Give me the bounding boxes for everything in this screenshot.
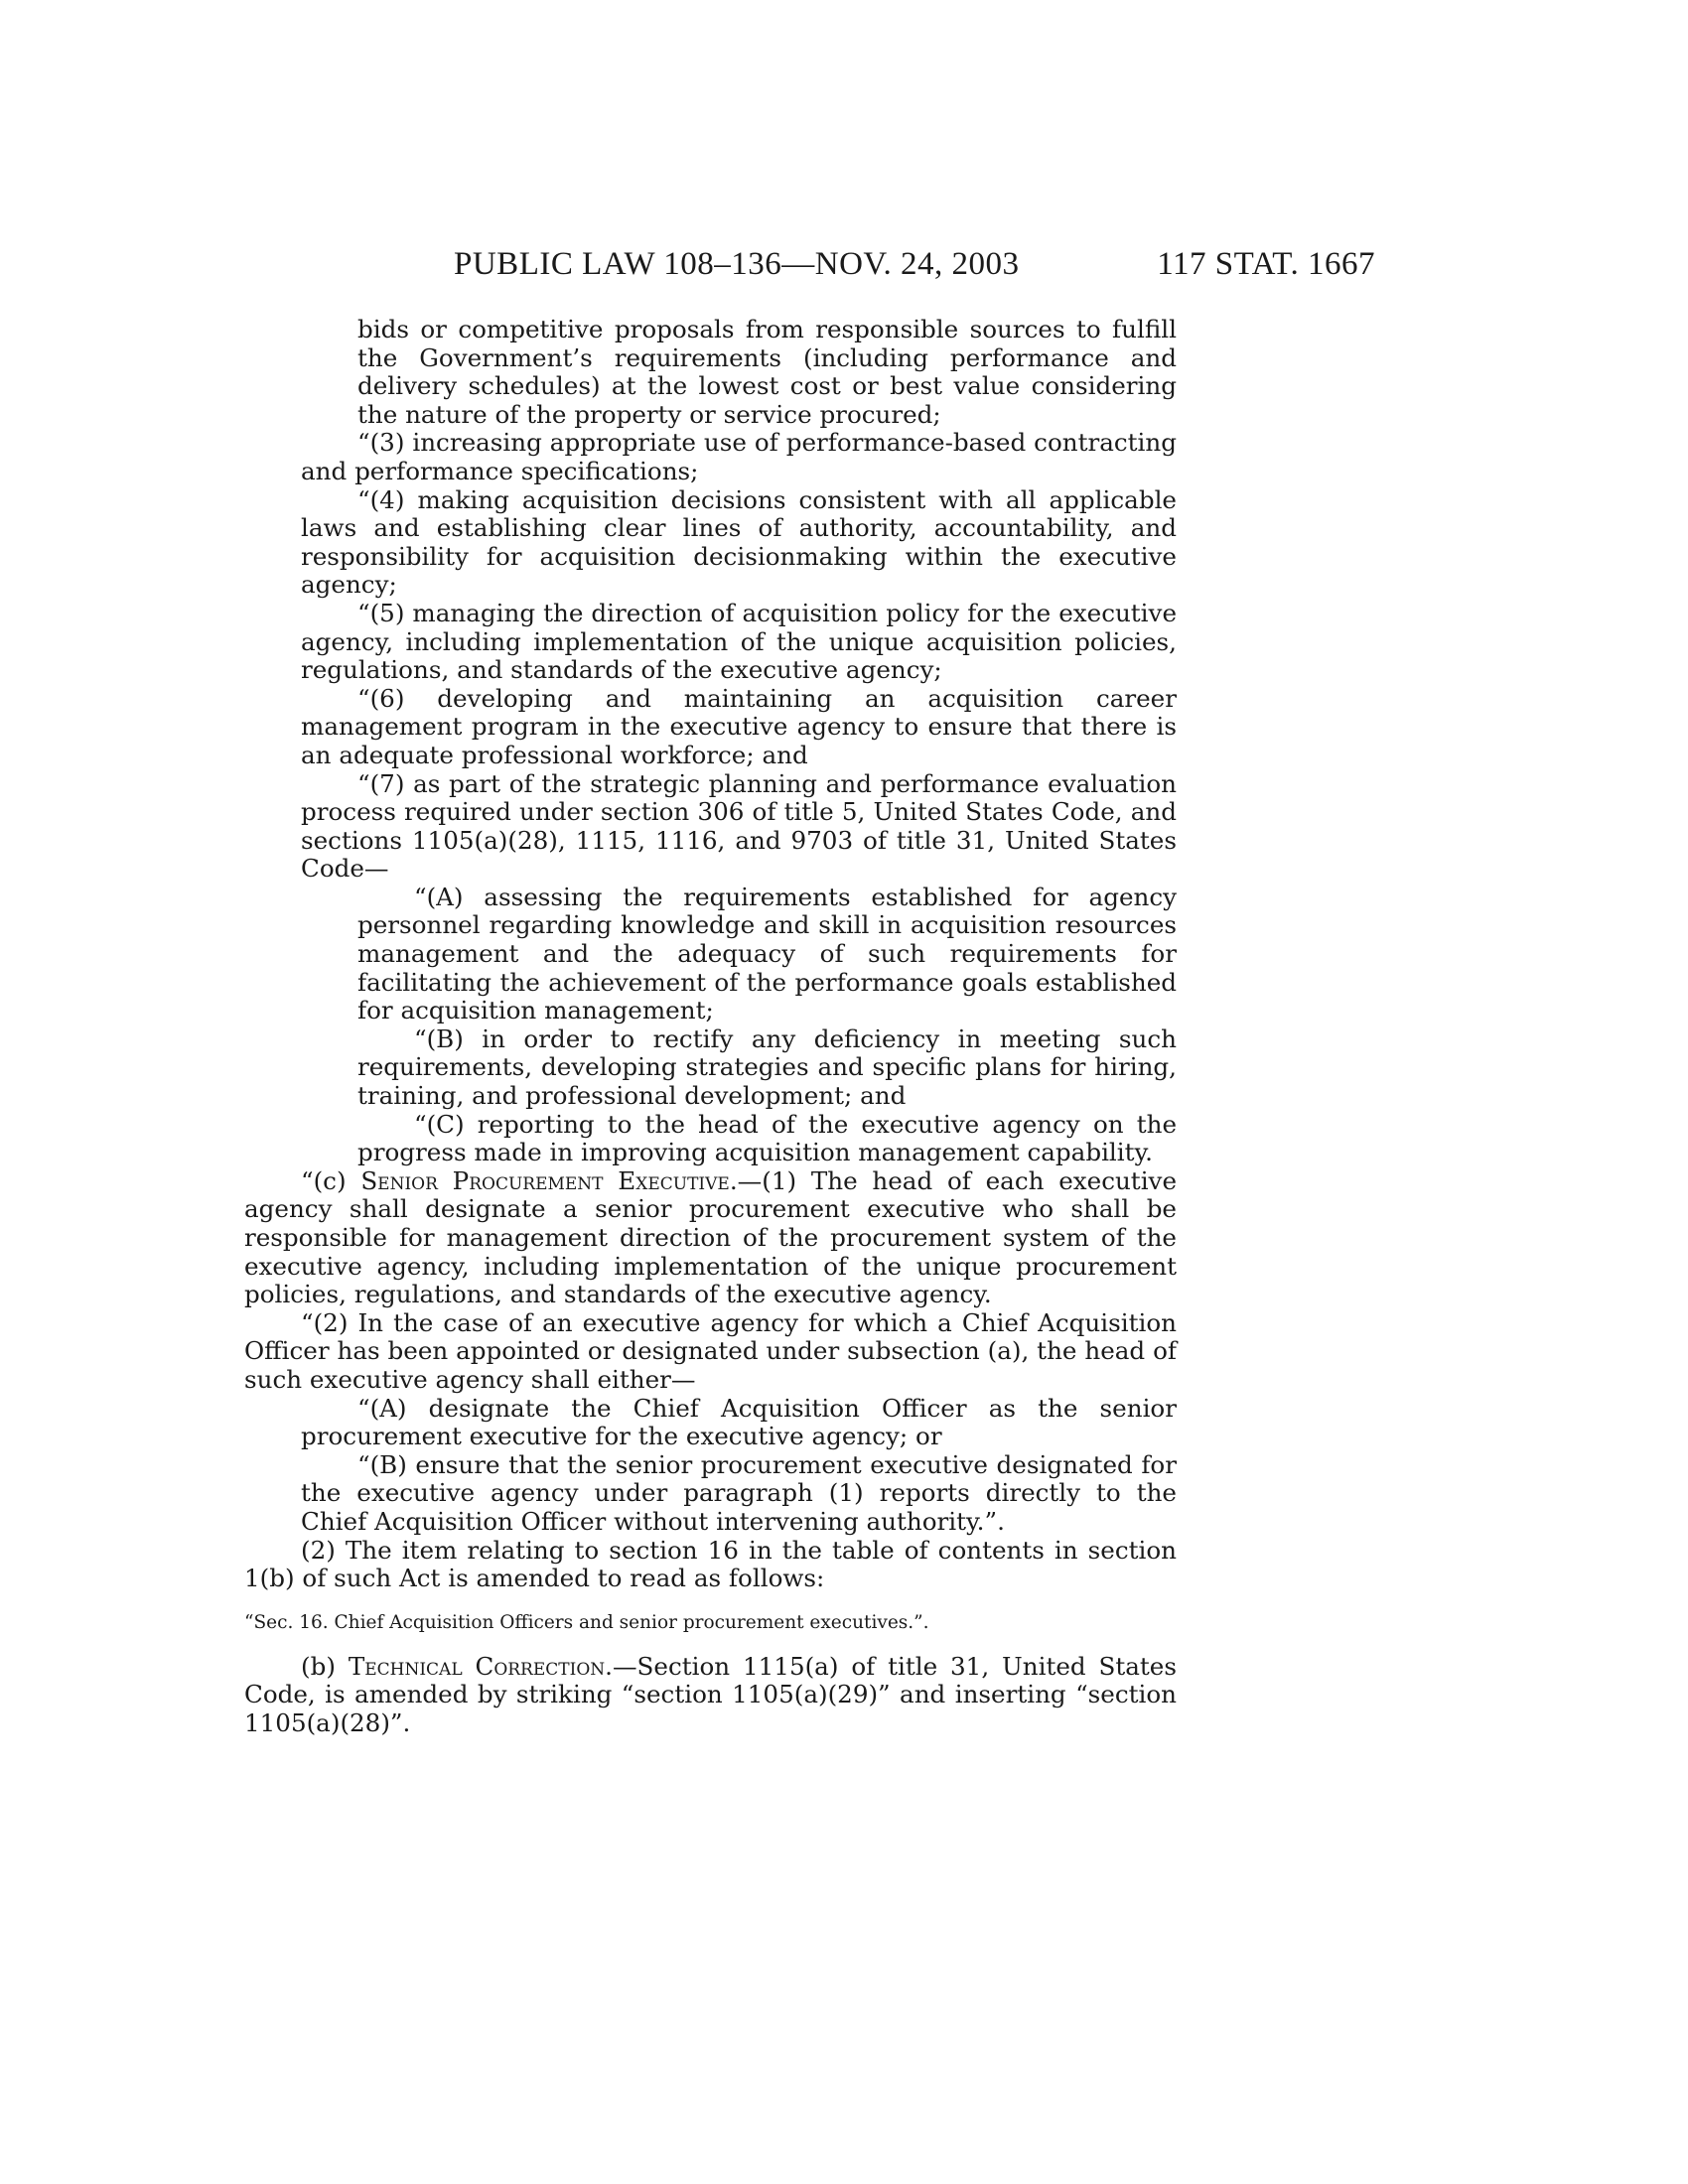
subsection-c-subparagraph-b: “(B) ensure that the senior procurement executive designated for the executive agency under paragraph (1) reports directly to the Chief Acquisition Officer without intervening authority.”. bbox=[301, 1449, 1177, 1536]
subsection-c-heading: Senior Procurement Executive bbox=[360, 1165, 730, 1195]
table-of-contents-item: “Sec. 16. Chief Acquisition Officers and senior procurement executives.”. bbox=[244, 1611, 929, 1633]
subsection-b bbox=[244, 1653, 1177, 1738]
statute-page-reference: 117 STAT. 1667 bbox=[1157, 246, 1375, 282]
paragraph-3: “(3) increasing appropriate use of performance-based contracting and performance specifications; bbox=[301, 428, 1177, 485]
subsection-c-paragraph-2: “(2) In the case of an executive agency for which a Chief Acquisition Officer has been appointed or designated under subsection (a), the head of such executive agency shall either— bbox=[244, 1307, 1177, 1394]
table-of-contents-amendment: (2) The item relating to section 16 in the table of contents in section 1(b) of such Act is amended to read as follows: bbox=[244, 1535, 1177, 1593]
subsection-c-subparagraph-a: “(A) designate the Chief Acquisition Officer as the senior procurement executive for the executive agency; or bbox=[301, 1393, 1177, 1451]
subsection-b-prefix: (b) bbox=[301, 1651, 349, 1681]
subsection-b-heading: Technical Correction bbox=[348, 1651, 606, 1681]
paragraph-7: “(7) as part of the strategic planning and performance evaluation process required under section 306 of title 5, United States Code, and sections 1105(a)(28), 1115, 1116, and 9703 of title 31, United States Code— bbox=[301, 768, 1177, 884]
document-body bbox=[244, 315, 1178, 1738]
subparagraph-7b: “(B) in order to rectify any deficiency in meeting such requirements, developing strategies and specific plans for hiring, training, and professional development; and bbox=[357, 1024, 1177, 1111]
subsection-c-text: .—(1) The head of each executive agency shall designate a senior procurement executive who shall be responsible for management direction of the procurement system of the executive agency, including implementation of the unique procurement policies, regulations, and standards of the executive agency. bbox=[244, 1165, 1178, 1309]
public-law-citation: PUBLIC LAW 108–136—NOV. 24, 2003 bbox=[454, 246, 1020, 282]
paragraph-6: “(6) developing and maintaining an acquisition career management program in the executive agency to ensure that there is an adequate professional workforce; and bbox=[301, 683, 1177, 769]
paragraph-continued: bids or competitive proposals from responsible sources to fulfill the Government’s requirements (including performance and delivery schedules) at the lowest cost or best value considering the nature of the property or service procured; bbox=[357, 315, 1177, 429]
subsection-c-prefix: “(c) bbox=[301, 1165, 361, 1195]
subparagraph-7a: “(A) assessing the requirements established for agency personnel regarding knowledge and skill in acquisition resources management and the adequacy of such requirements for facilitating the achievement of the performance goals established for acquisition management; bbox=[357, 882, 1177, 1025]
subparagraph-7c: “(C) reporting to the head of the executive agency on the progress made in improving acquisition management capability. bbox=[357, 1109, 1177, 1167]
subsection-b-text: .—Section 1115(a) of title 31, United States Code, is amended by striking “section 1105(a)(29)” and inserting “section 1105(a)(28)”. bbox=[244, 1651, 1177, 1737]
paragraph-5: “(5) managing the direction of acquisition policy for the executive agency, including implementation of the unique acquisition policies, regulations, and standards of the executive agency; bbox=[301, 598, 1177, 685]
paragraph-4: “(4) making acquisition decisions consistent with all applicable laws and establishing clear lines of authority, accountability, and responsibility for acquisition decisionmaking within the executive agency; bbox=[301, 484, 1177, 600]
subsection-c bbox=[244, 1167, 1177, 1309]
